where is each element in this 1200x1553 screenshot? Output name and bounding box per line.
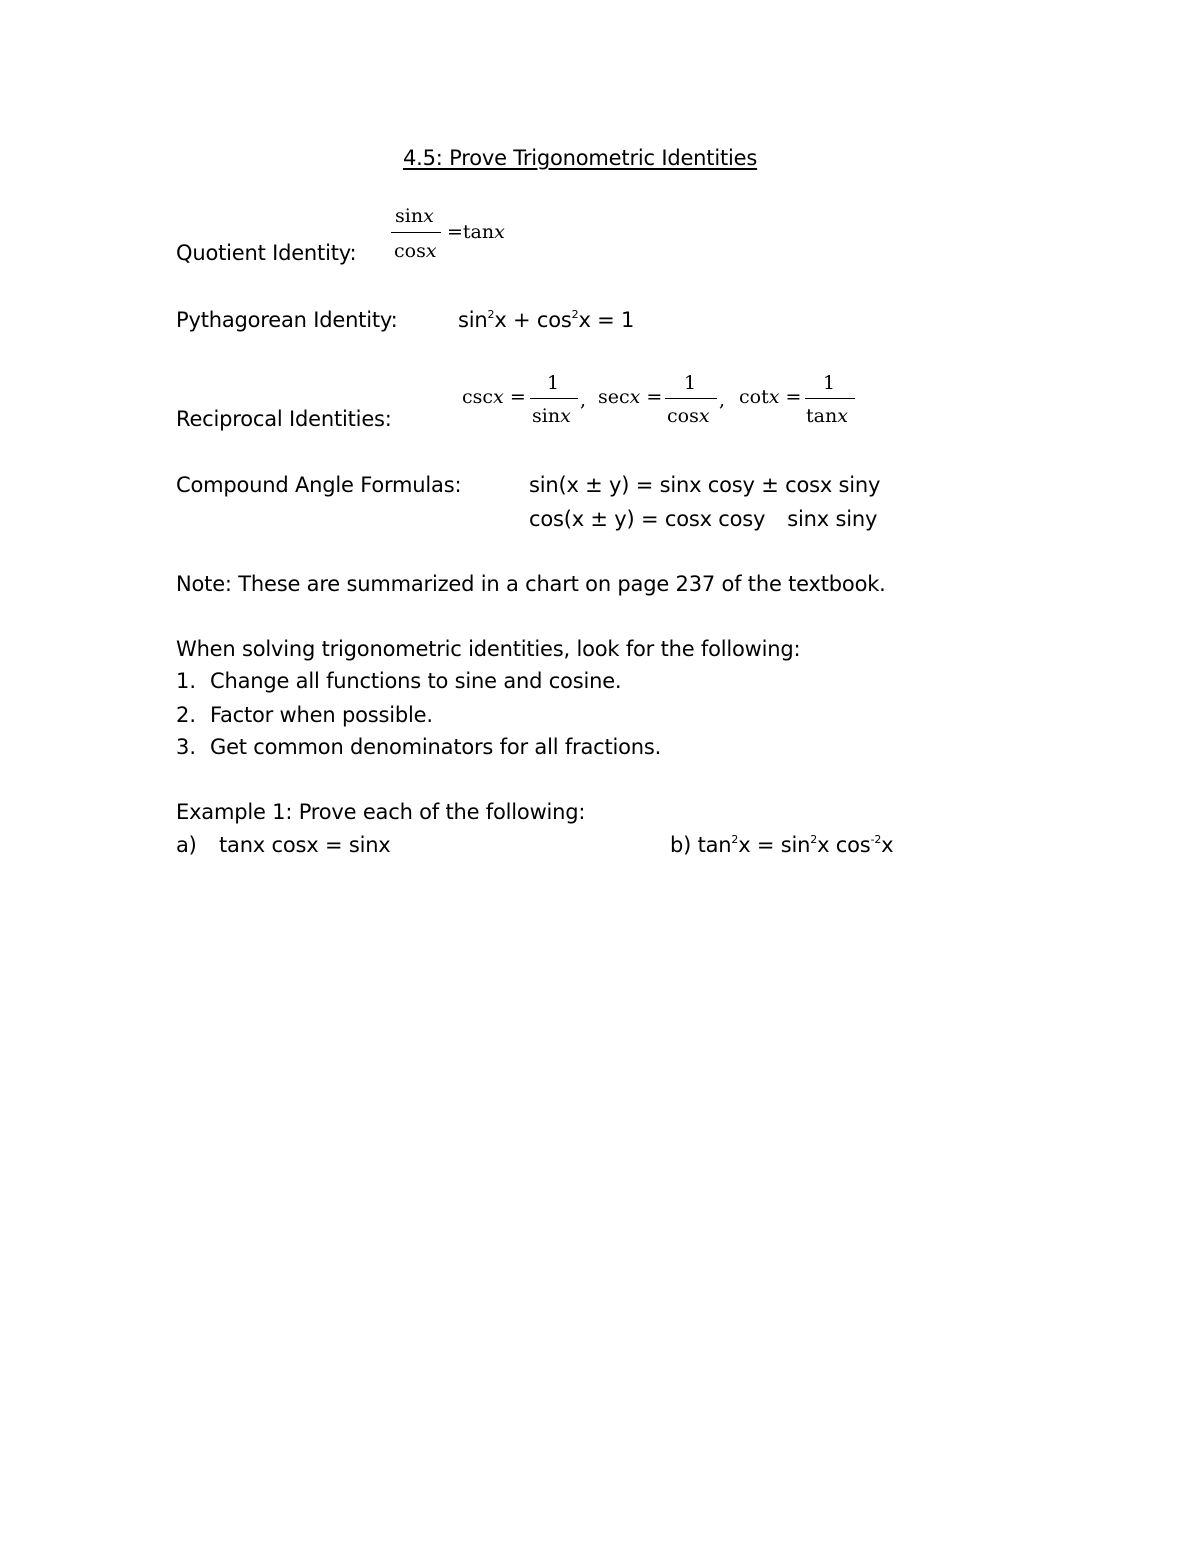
note-text: Note: These are summarized in a chart on page 237 of the textbook. — [176, 572, 886, 596]
compound-cos-formula: cos(x ± y) = cosx cosy sinx siny — [529, 507, 878, 531]
page-title: 4.5: Prove Trigonometric Identities — [403, 146, 758, 170]
compound-angle-label: Compound Angle Formulas: — [176, 473, 462, 497]
csc-fraction-bar — [530, 398, 578, 399]
compound-sin-formula: sin(x ± y) = sinx cosy ± cosx siny — [529, 473, 881, 497]
step-number: 3. — [176, 735, 197, 759]
cot-fraction-bar — [805, 398, 855, 399]
quotient-rhs: =tanx — [447, 221, 505, 243]
quotient-fraction-bar — [391, 232, 441, 233]
csc-denominator: sinx — [532, 405, 571, 427]
example-a-label: a) — [176, 833, 197, 857]
sec-comma: , — [719, 389, 726, 411]
pythagorean-identity-formula: $\sin^2x + \cos^2x = 1$ — [458, 308, 635, 332]
step-number: 1. — [176, 669, 197, 693]
list-item: Factor when possible. — [210, 703, 433, 727]
quotient-denominator: cosx — [394, 240, 437, 262]
list-item: Change all functions to sine and cosine. — [210, 669, 622, 693]
example-a-formula: tanx cosx = sinx — [219, 833, 391, 857]
csc-numerator: 1 — [547, 372, 560, 394]
sec-fraction-bar — [665, 398, 717, 399]
cot-numerator: 1 — [823, 372, 836, 394]
sec-numerator: 1 — [684, 372, 697, 394]
list-item: Get common denominators for all fractions. — [210, 735, 662, 759]
example-heading: Example 1: Prove each of the following: — [176, 800, 586, 824]
sec-denominator: cosx — [667, 405, 710, 427]
csc-lhs: cscx = — [462, 386, 526, 408]
cot-denominator: tanx — [806, 405, 848, 427]
example-b-label: b) — [670, 833, 692, 857]
pythagorean-identity-label: Pythagorean Identity: — [176, 308, 398, 332]
reciprocal-identities-label: Reciprocal Identities: — [176, 407, 392, 431]
step-number: 2. — [176, 703, 197, 727]
example-b: b) $\tan^2x = \sin^2x$ $\cos^{-2}x$ — [670, 833, 894, 857]
csc-comma: , — [580, 389, 587, 411]
quotient-identity-label: Quotient Identity: — [176, 241, 357, 265]
solving-intro: When solving trigonometric identities, look for the following: — [176, 637, 801, 661]
sec-lhs: secx = — [598, 386, 663, 408]
cot-lhs: cotx = — [739, 386, 802, 408]
quotient-numerator: sinx — [395, 205, 434, 227]
